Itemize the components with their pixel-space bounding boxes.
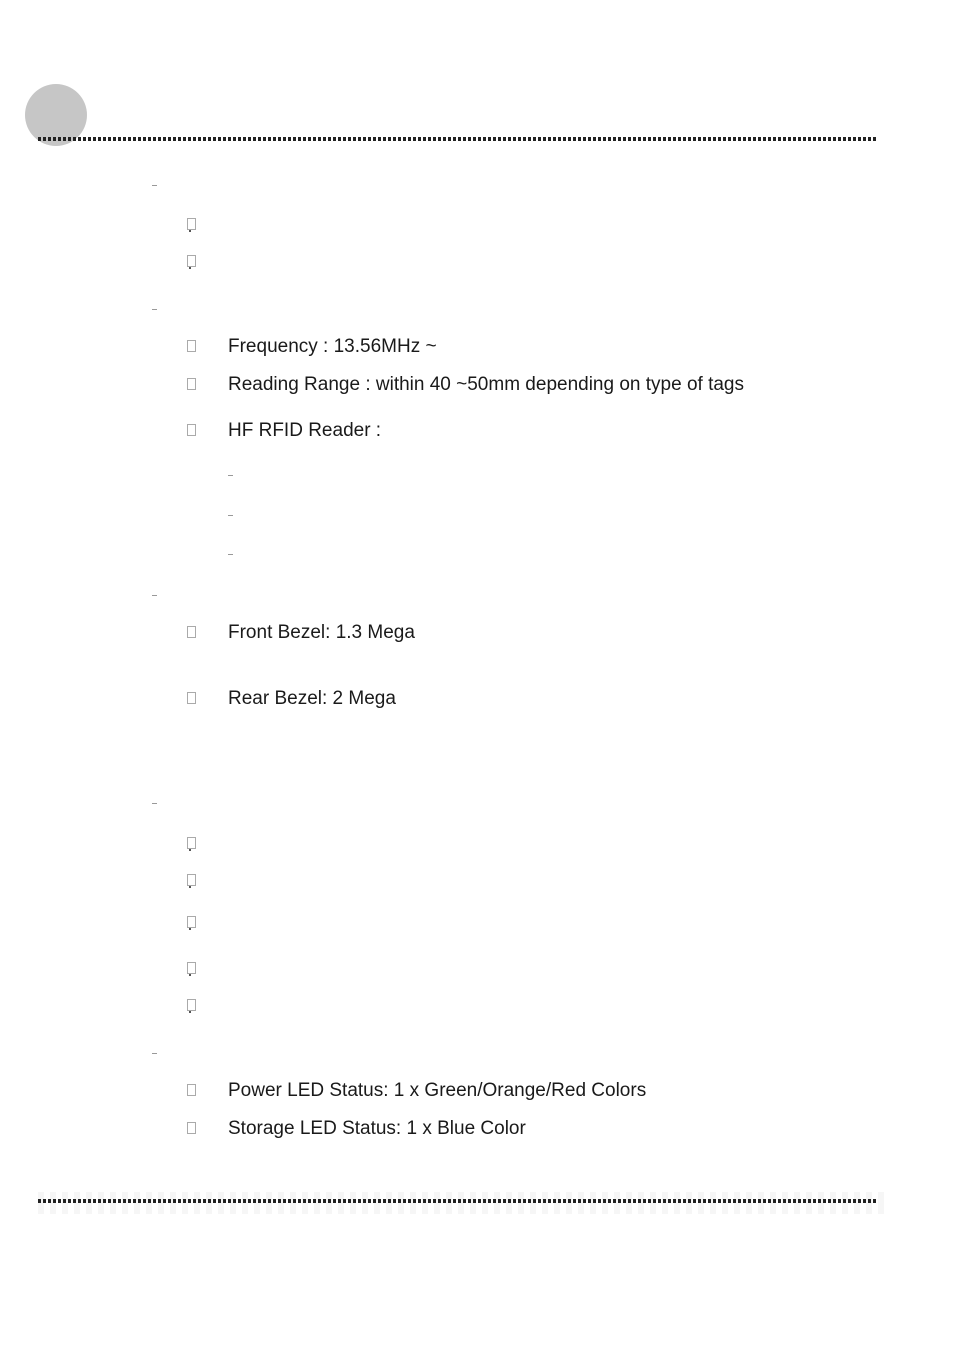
section-marker	[152, 803, 157, 804]
section-marker	[152, 1053, 157, 1054]
bullet-box-icon	[187, 378, 196, 390]
bullet-box-icon	[187, 692, 196, 704]
bullet-box-icon	[187, 837, 196, 849]
bullet-box-icon	[187, 340, 196, 352]
bullet-box-icon	[187, 626, 196, 638]
bullet-box-icon	[187, 999, 196, 1011]
led-power-status: Power LED Status: 1 x Green/Orange/Red Colors	[228, 1080, 647, 1101]
bullet-box-icon	[187, 255, 196, 267]
bullet-box-icon	[187, 962, 196, 974]
section-marker	[152, 309, 157, 310]
bullet-box-icon	[187, 1084, 196, 1096]
camera-front: Front Bezel: 1.3 Mega	[228, 622, 415, 643]
sub-item-marker	[228, 515, 233, 516]
rfid-reading-range: Reading Range : within 40 ~50mm depending on type of tags	[228, 374, 744, 395]
section-marker	[152, 595, 157, 596]
rfid-frequency: Frequency : 13.56MHz ~	[228, 336, 437, 357]
led-storage-status: Storage LED Status: 1 x Blue Color	[228, 1118, 526, 1139]
footer-dotted-rule	[38, 1199, 878, 1203]
bullet-box-icon	[187, 874, 196, 886]
bullet-box-icon	[187, 1122, 196, 1134]
sub-item-marker	[228, 475, 233, 476]
camera-rear: Rear Bezel: 2 Mega	[228, 688, 396, 709]
bullet-box-icon	[187, 916, 196, 928]
section-marker	[152, 185, 157, 186]
bullet-box-icon	[187, 218, 196, 230]
rfid-reader: HF RFID Reader :	[228, 420, 382, 441]
footer-shadow	[38, 1192, 884, 1214]
header-dotted-rule	[38, 137, 878, 141]
sub-item-marker	[228, 554, 233, 555]
bullet-box-icon	[187, 424, 196, 436]
